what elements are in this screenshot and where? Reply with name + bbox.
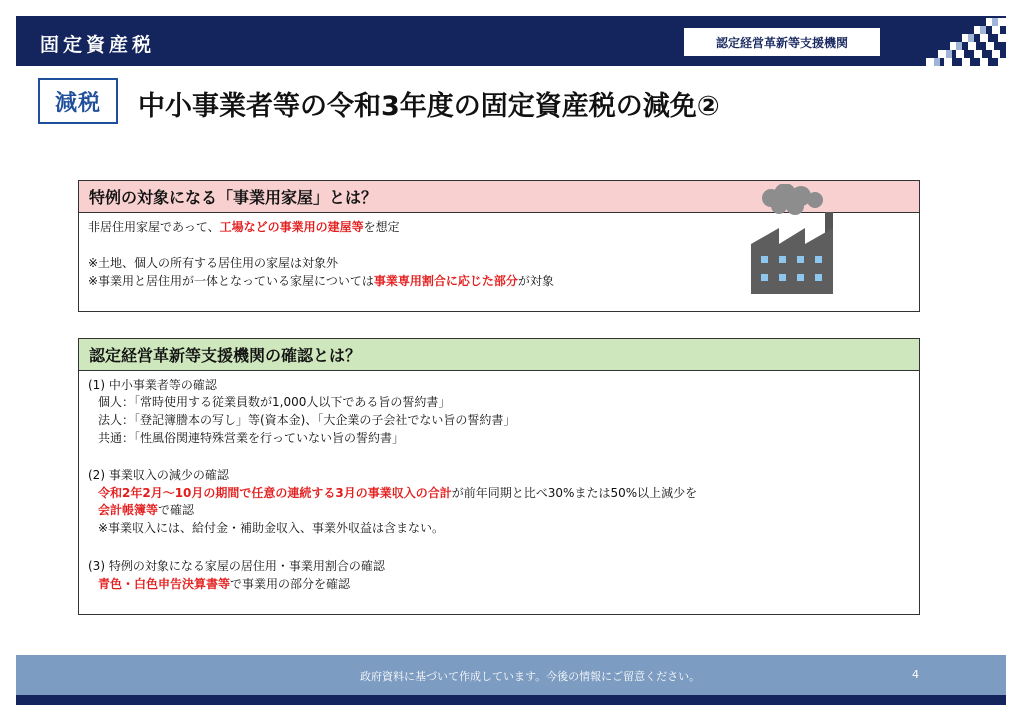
box1-line-3: ※事業用と居住用が一体となっている家屋については事業専用割合に応じた部分が対象 bbox=[88, 274, 554, 288]
section1-corporation: 法人：「登記簿謄本の写し」等(資本金)、「大企業の子会社でない旨の誓約書」 bbox=[98, 413, 516, 427]
section3-title: (3) 特例の対象になる家屋の居住用・事業用割合の確認 bbox=[88, 559, 385, 573]
business-building-heading: 特例の対象になる「事業用家屋」とは？ bbox=[79, 181, 919, 213]
factory-icon bbox=[735, 184, 845, 298]
section3-line: 青色・白色申告決算書等で事業用の部分を確認 bbox=[98, 577, 351, 591]
box1-line-2: ※土地、個人の所有する居住用の家屋は対象外 bbox=[88, 256, 339, 270]
section1-individual: 個人：「常時使用する従業員数が1,000人以下である旨の誓約書」 bbox=[98, 395, 451, 409]
certified-badge: 認定経営革新等支援機関 bbox=[683, 27, 881, 57]
section2-line-1: 令和2年2月～10月の期間で任意の連続する3月の事業収入の合計が前年同期と比べ30%または50%以上減少を bbox=[98, 486, 698, 500]
section2-line-2: 会計帳簿等で確認 bbox=[98, 503, 195, 517]
section2-title: (2) 事業収入の減少の確認 bbox=[88, 468, 229, 482]
section2-note: ※事業収入には、給付金・補助金収入、事業外収益は含まない。 bbox=[98, 521, 445, 535]
checker-pattern-icon bbox=[906, 16, 1006, 66]
header-title: 固定資産税 bbox=[40, 34, 156, 56]
section1-title: (1) 中小事業者等の確認 bbox=[88, 378, 217, 392]
page-number: 4 bbox=[912, 668, 919, 681]
footer-disclaimer: 政府資料に基づいて作成しています。今後の情報にご留意ください。 bbox=[360, 670, 701, 683]
box1-line-1: 非居住用家屋であって、工場などの事業用の建屋等を想定 bbox=[88, 220, 400, 234]
tax-reduction-tag: 減税 bbox=[38, 78, 118, 124]
support-agency-heading: 認定経営革新等支援機関の確認とは？ bbox=[79, 339, 919, 371]
footer-line bbox=[16, 695, 1006, 705]
page-title: 中小事業者等の令和3年度の固定資産税の減免② bbox=[138, 91, 720, 122]
section1-common: 共通：「性風俗関連特殊営業を行っていない旨の誓約書」 bbox=[98, 431, 405, 445]
